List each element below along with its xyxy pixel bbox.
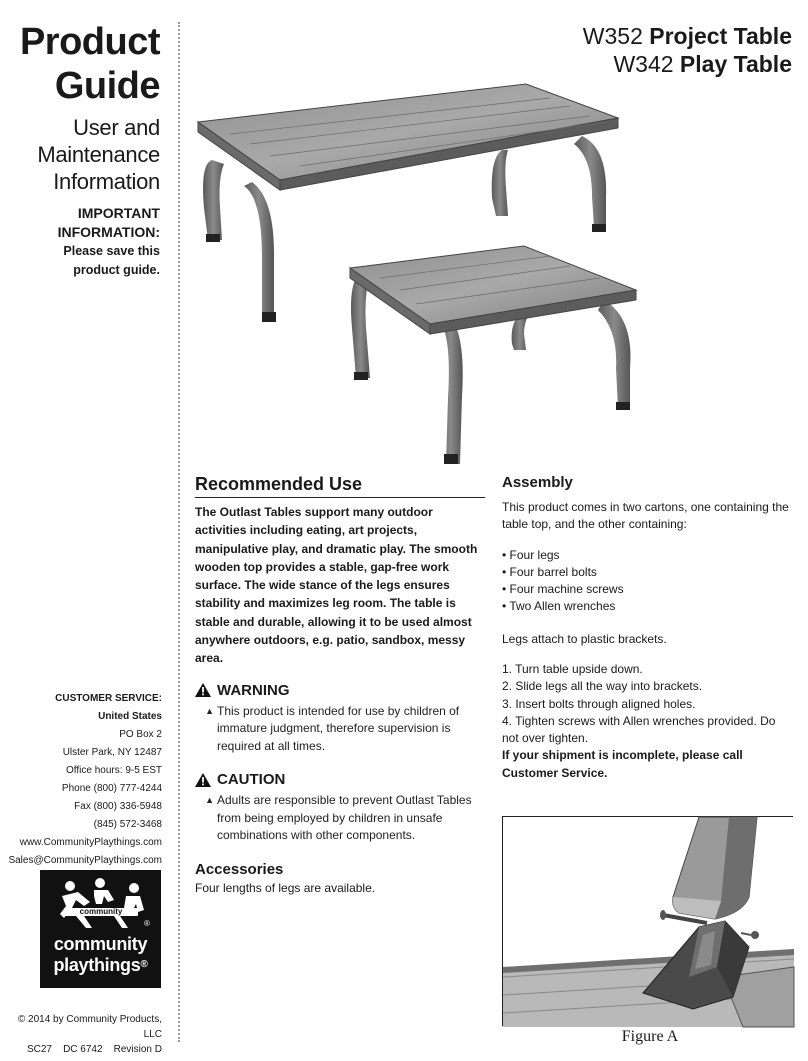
list-item: • Two Allen wrenches bbox=[502, 599, 616, 613]
important-line: INFORMATION: bbox=[57, 224, 160, 240]
dotted-divider bbox=[178, 22, 180, 1042]
product-title-line2 bbox=[583, 50, 792, 78]
list-item: • Four machine screws bbox=[502, 582, 624, 596]
registered-mark: ® bbox=[144, 919, 150, 928]
fax-number-alt: (845) 572-3468 bbox=[93, 819, 162, 830]
warning-item bbox=[195, 703, 485, 756]
figure-a bbox=[502, 816, 793, 1026]
tables-illustration bbox=[190, 78, 630, 468]
list-item: • Four barrel bolts bbox=[502, 565, 597, 579]
warning-triangle-icon bbox=[195, 683, 211, 697]
product-name: Project Table bbox=[649, 23, 792, 49]
assembly-intro: This product comes in two cartons, one containing the table top, and the other containing: bbox=[502, 500, 789, 531]
registered-mark: ® bbox=[140, 959, 148, 970]
customer-service-heading: CUSTOMER SERVICE: bbox=[55, 693, 162, 704]
guide-title bbox=[20, 20, 160, 108]
right-column bbox=[502, 474, 794, 782]
bracket-assembly-illustration bbox=[503, 817, 794, 1027]
caution-text: Adults are responsible to prevent Outlast Tables from being employed by children in unsafe combinations with other components. bbox=[217, 793, 472, 843]
warning-triangle-icon bbox=[195, 773, 211, 787]
list-item: • Four legs bbox=[502, 548, 560, 562]
logo-line2-text: playthings bbox=[53, 955, 141, 975]
assembly-steps bbox=[502, 661, 794, 782]
product-title bbox=[583, 22, 792, 78]
play-table-image bbox=[350, 246, 636, 464]
important-line: IMPORTANT bbox=[77, 205, 160, 221]
logo-line2 bbox=[40, 955, 161, 975]
product-name: Play Table bbox=[679, 51, 792, 77]
warning-heading bbox=[195, 682, 485, 699]
recommended-use-text: The Outlast Tables support many outdoor activities including eating, art projects, manipulative play, and dramatic play. The smooth wooden top provides a stable, gap-free work surface. The wide stance of the legs ensures stability and maximizes leg room. The table is stable and durable, allowing it to be used almost anywhere outdoors, e.g. patio, sandbox, messy area. bbox=[195, 505, 478, 666]
office-hours: Office hours: 9-5 EST bbox=[66, 765, 162, 776]
phone-number: Phone (800) 777-4244 bbox=[61, 783, 162, 794]
subtitle-line: Maintenance bbox=[37, 142, 160, 167]
copyright-text: © 2014 by Community Products, LLC bbox=[17, 1014, 162, 1040]
caution-heading-text: CAUTION bbox=[217, 771, 286, 789]
email-link[interactable]: Sales@CommunityPlaythings.com bbox=[8, 855, 162, 866]
guide-title-line2: Guide bbox=[54, 65, 160, 107]
model-number: W342 bbox=[613, 51, 674, 77]
document-codes: SC27 DC 6742 Revision D bbox=[26, 1044, 162, 1055]
guide-title-line1: Product bbox=[19, 21, 160, 63]
address-line: PO Box 2 bbox=[119, 729, 162, 740]
sidebar bbox=[0, 0, 174, 1061]
caution-item bbox=[195, 792, 485, 845]
customer-service-region: United States bbox=[98, 711, 162, 722]
assembly-step: 1. Turn table upside down. bbox=[502, 662, 643, 676]
fax-number: Fax (800) 336-5948 bbox=[74, 801, 162, 812]
save-note-line: product guide. bbox=[73, 263, 160, 277]
subtitle-line: Information bbox=[53, 169, 160, 194]
caution-heading bbox=[195, 771, 485, 788]
website-link[interactable]: www.CommunityPlaythings.com bbox=[19, 837, 162, 848]
warning-text: This product is intended for use by children of immature judgment, therefore supervision is required at all times. bbox=[217, 703, 460, 753]
logo-badge-text: community bbox=[79, 907, 123, 916]
address-line: Ulster Park, NY 12487 bbox=[62, 747, 162, 758]
product-title-line1 bbox=[583, 22, 792, 50]
figure-caption: Figure A bbox=[621, 1028, 679, 1045]
accessories-heading: Accessories bbox=[195, 860, 284, 878]
triangle-bullet-icon: ▲ bbox=[205, 705, 214, 716]
assembly-step: 3. Insert bolts through aligned holes. bbox=[502, 696, 696, 711]
guide-subtitle bbox=[37, 114, 160, 195]
children-figures-icon bbox=[54, 878, 148, 934]
accessories-text: Four lengths of legs are available. bbox=[195, 880, 376, 895]
recommended-use-heading: Recommended Use bbox=[195, 474, 485, 498]
incomplete-shipment-note: If your shipment is incomplete, please call Customer Service. bbox=[502, 748, 743, 780]
assembly-step: 2. Slide legs all the way into brackets. bbox=[502, 679, 703, 694]
assembly-step: 4. Tighten screws with Allen wrenches provided. Do not over tighten. bbox=[502, 713, 776, 746]
customer-service bbox=[8, 690, 162, 870]
parts-list bbox=[502, 547, 794, 615]
legs-note: Legs attach to plastic brackets. bbox=[502, 632, 667, 646]
assembly-heading: Assembly bbox=[502, 474, 573, 491]
logo-line1: community bbox=[53, 934, 148, 954]
save-note-line: Please save this bbox=[63, 244, 160, 258]
subtitle-line: User and bbox=[73, 115, 160, 140]
triangle-bullet-icon: ▲ bbox=[205, 795, 214, 806]
warning-heading-text: WARNING bbox=[217, 681, 290, 699]
model-number: W352 bbox=[582, 23, 643, 49]
important-notice bbox=[58, 204, 160, 280]
community-playthings-logo bbox=[40, 870, 161, 988]
copyright-block bbox=[0, 1012, 162, 1057]
left-column bbox=[195, 474, 485, 897]
